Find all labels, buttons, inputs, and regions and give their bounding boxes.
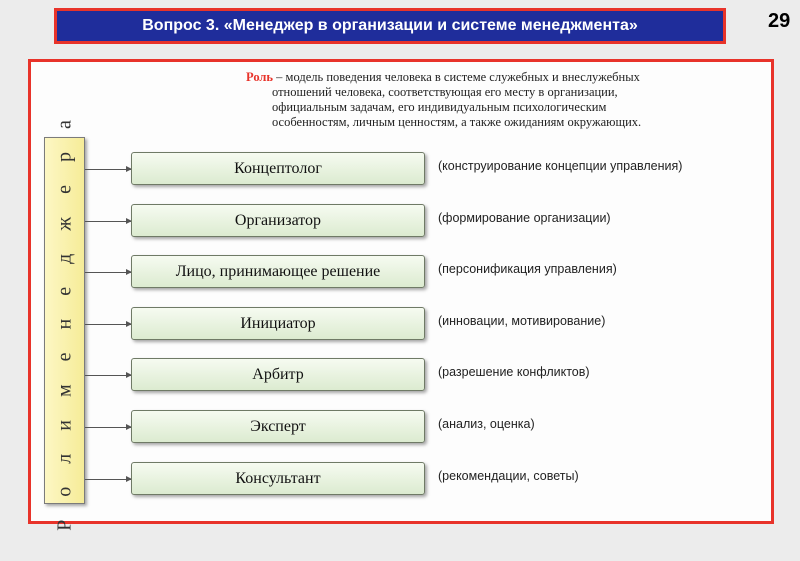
role-connector-arrow [85, 169, 131, 170]
role-box [131, 462, 425, 495]
role-name: Концептолог [234, 159, 322, 177]
role-box [131, 255, 425, 288]
definition-line-4: особенностям, личным ценностям, а также ожиданиям окружающих. [272, 115, 642, 129]
role-box [131, 152, 425, 185]
page-number: 29 [768, 10, 791, 32]
role-box [131, 307, 425, 340]
role-name: Арбитр [252, 365, 304, 383]
definition-line-3: официальным задачам, его индивидуальным психологическим [272, 100, 607, 114]
role-name: Эксперт [250, 417, 306, 435]
role-connector-arrow [85, 324, 131, 325]
manager-roles-bar [44, 110, 85, 531]
role-description: (конструирование концепции управления) [438, 159, 683, 173]
role-description: (инновации, мотивирование) [438, 314, 606, 328]
role-name: Лицо, принимающее решение [175, 262, 381, 280]
role-connector-arrow [85, 375, 131, 376]
role-connector-arrow [85, 479, 131, 480]
role-description: (рекомендации, советы) [438, 469, 579, 483]
role-description: (формирование организации) [438, 211, 611, 225]
definition-line-2: отношений человека, соответствующая его месту в организации, [272, 85, 618, 99]
role-box [131, 358, 425, 391]
slide-title-text: Вопрос 3. «Менеджер в организации и системе менеджмента» [142, 17, 638, 34]
slide-title [54, 8, 726, 44]
role-name: Консультант [235, 469, 321, 487]
role-connector-arrow [85, 221, 131, 222]
role-box [131, 204, 425, 237]
definition-term: Роль [246, 70, 274, 84]
definition-line-1: – модель поведения человека в системе служебных и внеслужебных [273, 70, 640, 84]
role-box [131, 410, 425, 443]
role-description: (анализ, оценка) [438, 417, 535, 431]
role-name: Организатор [234, 211, 322, 229]
role-definition [246, 70, 736, 130]
role-name: Инициатор [240, 314, 316, 332]
manager-roles-label: Р о л и м е н е д ж е р а [53, 110, 75, 531]
role-connector-arrow [85, 427, 131, 428]
role-description: (разрешение конфликтов) [438, 365, 590, 379]
role-connector-arrow [85, 272, 131, 273]
role-description: (персонификация управления) [438, 262, 617, 276]
